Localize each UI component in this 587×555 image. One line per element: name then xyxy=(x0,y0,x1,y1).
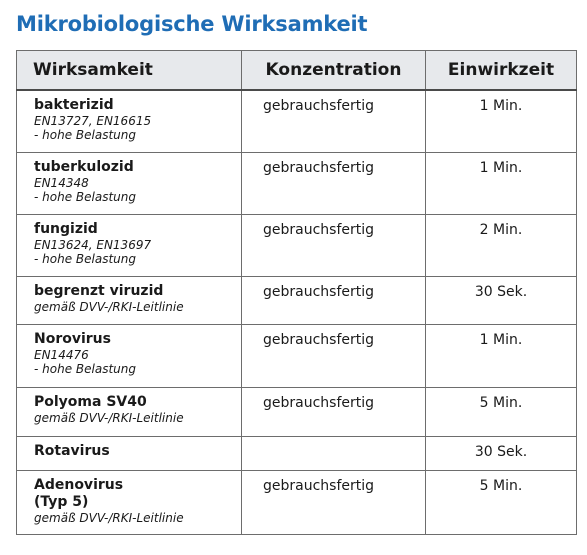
table-row xyxy=(17,436,577,470)
table-row xyxy=(17,387,577,436)
effect-cell xyxy=(17,436,242,470)
time-cell: 30 Sek. xyxy=(426,276,577,324)
concentration-cell: gebrauchsfertig xyxy=(242,324,426,387)
time-cell: 5 Min. xyxy=(426,470,577,534)
effect-name: fungizid xyxy=(34,220,98,237)
time-cell: 5 Min. xyxy=(426,387,577,436)
effect-norm: gemäß DVV-/RKI-Leitlinie xyxy=(34,410,184,425)
effect-cell xyxy=(17,324,242,387)
effect-norm: gemäß DVV-/RKI-Leitlinie xyxy=(34,299,184,314)
time-cell: 1 Min. xyxy=(426,152,577,214)
effect-norm: EN13727, EN16615 xyxy=(34,114,152,128)
table-row xyxy=(17,214,577,276)
table-row xyxy=(17,90,577,152)
concentration-cell: gebrauchsfertig xyxy=(242,152,426,214)
time-cell: 1 Min. xyxy=(426,90,577,152)
effect-cell xyxy=(17,152,242,214)
effect-note: - hohe Belastung xyxy=(34,128,136,142)
effect-note: - hohe Belastung xyxy=(34,189,136,204)
concentration-cell xyxy=(242,436,426,470)
efficacy-table xyxy=(16,50,577,535)
page-title: Mikrobiologische Wirksamkeit xyxy=(16,12,368,36)
effect-name: tuberkulozid xyxy=(34,158,134,175)
effect-norm: EN13624, EN13697 xyxy=(34,237,152,252)
effect-note: - hohe Belastung xyxy=(34,251,136,266)
effect-name: bakterizid xyxy=(34,97,114,113)
effect-cell xyxy=(17,214,242,276)
effect-name: Rotavirus xyxy=(34,442,110,459)
concentration-cell: gebrauchsfertig xyxy=(242,387,426,436)
time-cell: 2 Min. xyxy=(426,214,577,276)
effect-cell xyxy=(17,276,242,324)
concentration-cell: gebrauchsfertig xyxy=(242,214,426,276)
time-cell: 30 Sek. xyxy=(426,436,577,470)
effect-cell xyxy=(17,387,242,436)
effect-name: Norovirus xyxy=(34,330,111,347)
effect-name: begrenzt viruzid xyxy=(34,282,164,299)
table-header-row xyxy=(17,51,577,91)
table-row xyxy=(17,470,577,534)
effect-cell xyxy=(17,470,242,534)
effect-norm: EN14476 xyxy=(34,347,89,362)
concentration-cell: gebrauchsfertig xyxy=(242,276,426,324)
table-row xyxy=(17,324,577,387)
effect-cell xyxy=(17,90,242,152)
effect-note: - hohe Belastung xyxy=(34,361,136,376)
header-time: Einwirkzeit xyxy=(426,51,577,91)
table-row xyxy=(17,152,577,214)
effect-name: Adenovirus xyxy=(34,476,124,493)
effect-name: Polyoma SV40 xyxy=(34,393,147,410)
header-effect: Wirksamkeit xyxy=(17,51,242,91)
concentration-cell: gebrauchsfertig xyxy=(242,470,426,534)
effect-norm: EN14348 xyxy=(34,175,89,190)
effect-name-line2: (Typ 5) xyxy=(34,493,89,510)
table-row xyxy=(17,276,577,324)
effect-norm: gemäß DVV-/RKI-Leitlinie xyxy=(34,510,184,525)
header-concentration: Konzentration xyxy=(242,51,426,91)
concentration-cell: gebrauchsfertig xyxy=(242,90,426,152)
time-cell: 1 Min. xyxy=(426,324,577,387)
